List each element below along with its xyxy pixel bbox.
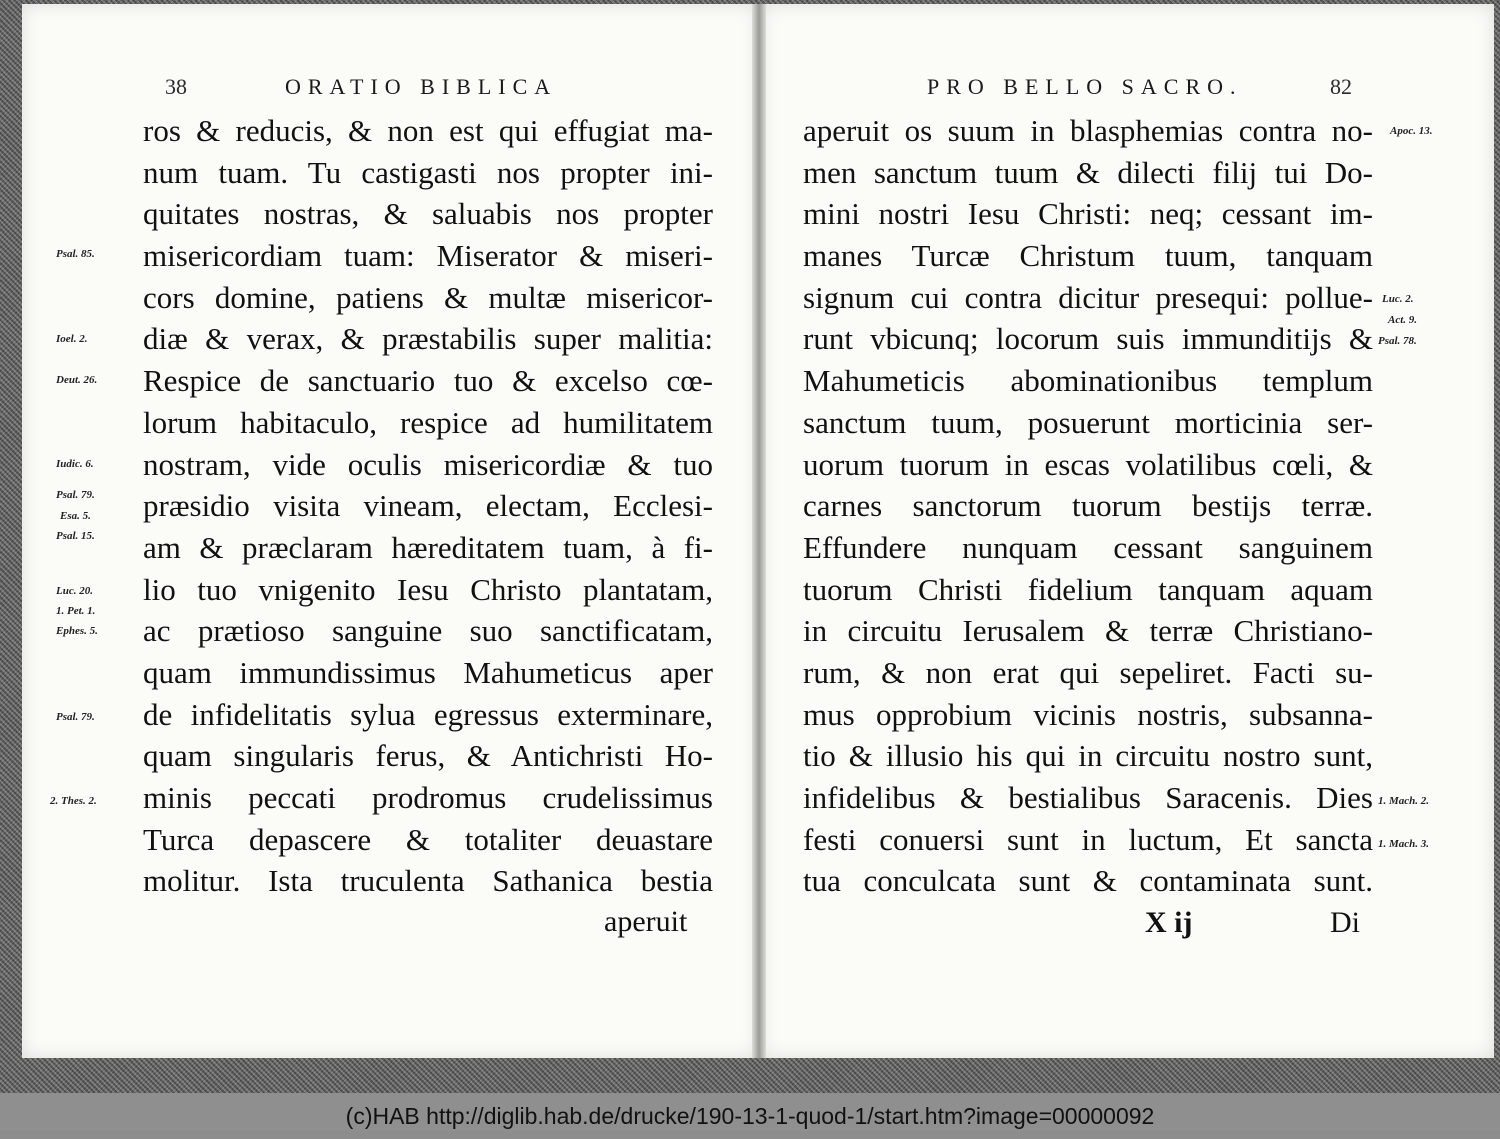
text-line: tuorum Christi fidelium tanquam aquam xyxy=(803,571,1373,607)
text-line: num tuam. Tu castigasti nos propter ini- xyxy=(143,154,713,190)
text-line: mini nostri Iesu Christi: neq; cessant im- xyxy=(803,196,1373,232)
margin-note: Ephes. 5. xyxy=(56,625,98,637)
text-line: infidelibus & bestialibus Saracenis. Dies xyxy=(803,780,1373,815)
margin-note: Psal. 78. xyxy=(1378,335,1417,347)
margin-note: 2. Thes. 2. xyxy=(50,795,97,807)
text-line: Turca depascere & totaliter deuastare xyxy=(143,821,713,857)
right-page-text xyxy=(803,110,1373,902)
text-line: men sanctum tuum & dilecti filij tui Do- xyxy=(803,154,1373,190)
margin-note: 1. Pet. 1. xyxy=(56,605,96,617)
margin-note: Psal. 15. xyxy=(56,530,95,542)
text-line: uorum tuorum in escas volatilibus cœli, & xyxy=(803,446,1373,482)
text-line: diæ & verax, & præstabilis super malitia: xyxy=(143,321,713,357)
text-line: misericordiam tuam: Miserator & miseri- xyxy=(143,238,713,274)
text-line: lorum habitaculo, respice ad humilitatem xyxy=(143,404,713,440)
text-line: mus opprobium vicinis nostris, subsanna- xyxy=(803,696,1373,732)
text-line: signum cui contra dicitur presequi: pollue- xyxy=(803,279,1373,315)
left-page-text xyxy=(143,110,713,902)
margin-note: Esa. 5. xyxy=(60,510,91,522)
left-catchword: aperuit xyxy=(604,905,688,938)
text-line: aperuit os suum in blasphemias contra no- xyxy=(803,113,1373,148)
text-line: minis peccati prodromus crudelissimus xyxy=(143,780,713,815)
margin-note: Luc. 2. xyxy=(1382,293,1414,305)
margin-note: Apoc. 13. xyxy=(1390,125,1433,137)
text-line: rum, & non erat qui sepeliret. Facti su- xyxy=(803,654,1373,690)
book-gutter xyxy=(752,4,766,1058)
text-line: Mahumeticis abominationibus templum xyxy=(803,363,1373,399)
margin-note: Psal. 85. xyxy=(56,248,95,260)
text-line: am & præclaram hæreditatem tuam, à fi- xyxy=(143,529,713,565)
text-line: præsidio visita vineam, electam, Ecclesi- xyxy=(143,488,713,524)
text-line: Effundere nunquam cessant sanguinem xyxy=(803,529,1373,565)
margin-note: 1. Mach. 2. xyxy=(1378,795,1430,807)
text-line: lio tuo vnigenito Iesu Christo plantatam, xyxy=(143,571,713,607)
margin-note: Psal. 79. xyxy=(56,711,95,723)
text-line: festi conuersi sunt in luctum, Et sancta xyxy=(803,821,1373,857)
right-catchword: Di xyxy=(1330,906,1360,939)
text-line: manes Turcæ Christum tuum, tanquam xyxy=(803,238,1373,274)
text-line: cors domine, patiens & multæ misericor- xyxy=(143,279,713,315)
signature-mark: X ij xyxy=(1145,906,1193,939)
text-line: sanctum tuum, posuerunt morticinia ser- xyxy=(803,404,1373,440)
text-line: quitates nostras, & saluabis nos propter xyxy=(143,196,713,232)
text-line: tua conculcata sunt & contaminata sunt. xyxy=(803,863,1373,899)
margin-note: Ioel. 2. xyxy=(56,333,88,345)
text-line: in circuitu Ierusalem & terræ Christiano- xyxy=(803,613,1373,649)
text-line: de infidelitatis sylua egressus exterminare, xyxy=(143,696,713,732)
left-running-head: ORATIO BIBLICA xyxy=(285,74,558,99)
right-page-number: 82 xyxy=(1330,74,1352,99)
margin-note: 1. Mach. 3. xyxy=(1378,838,1430,850)
text-line: Respice de sanctuario tuo & excelso cœ- xyxy=(143,363,713,399)
text-line: runt vbicunq; locorum suis immunditijs & xyxy=(803,321,1373,357)
text-line: molitur. Ista truculenta Sathanica bestia xyxy=(143,863,713,899)
text-line: nostram, vide oculis misericordiæ & tuo xyxy=(143,446,713,482)
right-running-head: PRO BELLO SACRO. xyxy=(927,74,1243,99)
text-line: carnes sanctorum tuorum bestijs terræ. xyxy=(803,488,1373,524)
margin-note: Deut. 26. xyxy=(56,374,98,386)
text-line: ac prætioso sanguine suo sanctificatam, xyxy=(143,613,713,649)
margin-note: Iudic. 6. xyxy=(56,458,94,470)
text-line: ros & reducis, & non est qui effugiat ma- xyxy=(143,113,713,148)
footer-credit: (c)HAB http://diglib.hab.de/drucke/190-13-1-quod-1/start.htm?image=00000092 xyxy=(0,1093,1500,1131)
margin-note: Luc. 20. xyxy=(56,585,93,597)
margin-note: Psal. 79. xyxy=(56,489,95,501)
margin-note: Act. 9. xyxy=(1388,314,1418,326)
left-page-number: 38 xyxy=(165,74,187,99)
text-line: tio & illusio his qui in circuitu nostro sunt, xyxy=(803,738,1373,774)
text-line: quam immundissimus Mahumeticus aper xyxy=(143,654,713,690)
text-line: quam singularis ferus, & Antichristi Ho- xyxy=(143,738,713,774)
